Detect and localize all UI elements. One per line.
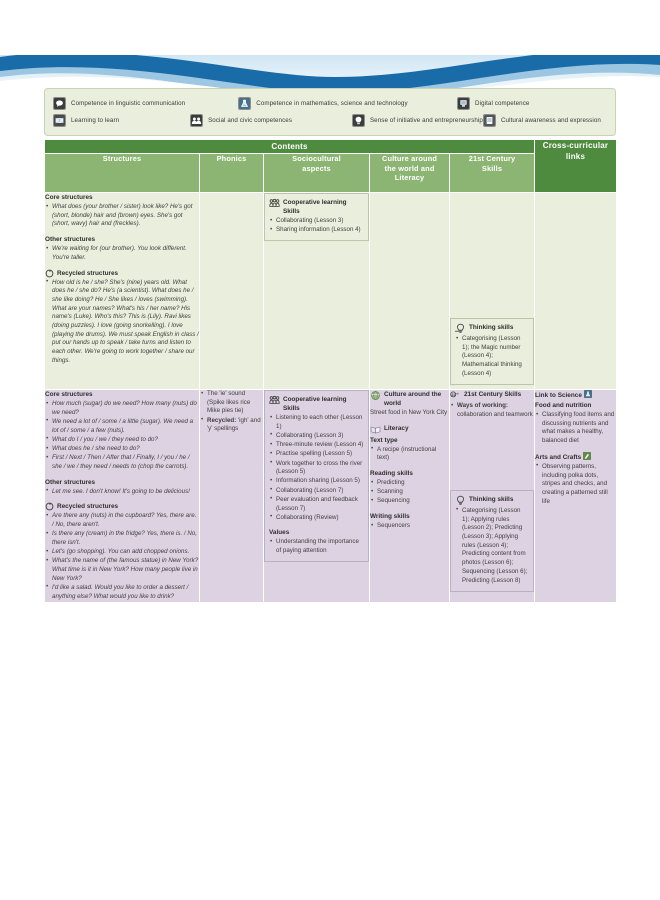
heading-text: Recycled structures <box>57 503 119 511</box>
row2-cooperative-learning-box <box>264 390 369 562</box>
heading-text: Recycled structures <box>57 269 119 277</box>
row2-food-nutrition-subheading: Food and nutrition <box>535 402 592 410</box>
header-sociocultural-line-1: Sociocultural <box>292 154 341 163</box>
row2-core-structures-heading: Core structures <box>45 391 93 399</box>
header-skills-line-2: Skills <box>481 163 503 173</box>
list-item: • Let's (go shopping). You can add chopped onions. <box>52 548 199 557</box>
list-item: • Collaborating (Lesson 3) <box>276 217 364 226</box>
svg-text:21: 21 <box>451 392 456 397</box>
ways-of-working-text: collaboration and teamwork <box>457 410 533 418</box>
row2-recycled-structures-list <box>45 512 199 601</box>
header-cross-curricular <box>535 140 617 193</box>
legend-label: Digital competence <box>475 100 530 107</box>
list-item: • Collaborating (Lesson 7) <box>276 487 364 496</box>
row2-thinking-skills-box <box>450 490 534 592</box>
row2-text-type-list <box>370 446 449 463</box>
row2-skills-cell <box>450 390 535 603</box>
legend-label: Competence in mathematics, science and technology <box>256 100 408 107</box>
header-21st-century-skills <box>450 154 535 193</box>
globe-icon <box>370 390 381 401</box>
list-item: • Collaborating (Lesson 3) <box>276 432 364 441</box>
header-sociocultural <box>264 154 370 193</box>
row2-arts-crafts-heading <box>535 452 616 462</box>
row2-writing-skills-heading: Writing skills <box>370 513 410 521</box>
header-culture-line-3: Literacy <box>394 173 425 182</box>
list-item: • How much (sugar) do we need? How many (nuts) do we need? <box>52 400 199 417</box>
row2-culture-heading <box>370 390 449 408</box>
header-culture-line-1: Culture around <box>381 154 438 163</box>
list-item: • The 'ie' sound (Spike likes rice Mike pies tie) <box>207 390 263 416</box>
palette-icon <box>483 114 496 127</box>
heading-text: Cooperative learning Skills <box>283 396 347 413</box>
list-item: • Scanning <box>377 488 449 497</box>
row2-cross-curricular-cell <box>535 390 617 603</box>
list-item: • Practise spelling (Lesson 5) <box>276 450 364 459</box>
row2-cooperative-heading <box>269 395 364 413</box>
legend-label: Sense of initiative and entrepreneurship <box>369 117 483 124</box>
legend-item-initiative <box>352 114 483 127</box>
row1-sociocultural-cell <box>264 193 370 390</box>
list-item: • Sequencers <box>377 522 449 531</box>
book-icon <box>53 114 66 127</box>
legend-item-digital <box>457 97 607 110</box>
row2-text-type-heading: Text type <box>370 436 398 444</box>
list-item: • Observing patterns, including polka dots, stripes and checks, and creating a patterned still life <box>542 463 616 507</box>
list-item: • Sequencing <box>377 497 449 506</box>
legend-label: Cultural awareness and expression <box>500 117 601 124</box>
row1-cooperative-heading <box>269 198 364 216</box>
row2-literacy-heading <box>370 424 449 435</box>
header-skills-line-1: 21st Century <box>468 154 516 163</box>
heading-text: Arts and Crafts <box>535 453 582 461</box>
competences-legend <box>44 88 616 136</box>
row2-other-structures-heading: Other structures <box>45 478 96 486</box>
row2-sociocultural-cell <box>264 390 370 603</box>
list-item: • Three-minute review (Lesson 4) <box>276 441 364 450</box>
list-item: • Listening to each other (Lesson 1) <box>276 414 364 431</box>
cooperative-icon <box>269 395 280 406</box>
list-item: • I'd like a salad. Would you like to order a dessert / anything else? What would you like to drink? <box>52 584 199 601</box>
legend-item-cultural <box>483 114 607 127</box>
heading-text: Cooperative learning Skills <box>283 199 347 215</box>
row1-core-structures-list <box>45 203 199 229</box>
legend-item-social-civic <box>190 114 352 127</box>
row1-thinking-skills-list <box>455 335 529 379</box>
list-item: • Work together to cross the river (Lesson 5) <box>276 460 364 477</box>
table-row <box>45 193 617 390</box>
row2-recycled-structures-heading <box>45 502 199 511</box>
header-cross-line-2: links <box>565 152 586 161</box>
list-item: • What does (your brother / sister) look like? He's got (short, blonde) hair and (brown) eyes. She's got (short, wavy) hair and (freckles). <box>52 203 199 229</box>
book-open-icon <box>370 424 381 435</box>
header-structures: Structures <box>45 154 200 193</box>
legend-item-maths-science <box>238 97 457 110</box>
lightbulb-icon <box>352 114 365 127</box>
row2-skills-spacer <box>450 420 534 490</box>
phonics-recycled-text: 'igh' and 'y' spellings <box>207 416 261 433</box>
legend-label: Learning to learn <box>71 117 120 124</box>
row1-thinking-skills-box <box>450 318 534 385</box>
lightbulb-icon <box>455 495 466 506</box>
list-item: • Collaborating (Review) <box>276 514 364 523</box>
list-item: • Sharing information (Lesson 4) <box>276 226 364 235</box>
heading-text: Link to Science <box>535 392 582 400</box>
science-flask-icon <box>238 97 251 110</box>
ways-of-working-lead: Ways of working: <box>457 402 508 410</box>
header-phonics: Phonics <box>200 154 264 193</box>
row1-skills-cell <box>450 193 535 390</box>
legend-item-linguistic <box>53 97 238 110</box>
row2-phonics-cell <box>200 390 264 603</box>
heading-text: Literacy <box>384 424 409 432</box>
row2-link-science-heading <box>535 390 616 400</box>
row2-thinking-skills-heading <box>455 495 529 506</box>
row1-cooperative-list <box>269 217 364 235</box>
row1-other-structures-heading: Other structures <box>45 236 96 244</box>
row2-values-heading: Values <box>269 529 290 537</box>
list-item: • Categorising (Lesson 1); the Magic number (Lesson 4); Mathematical thinking (Lesson 4) <box>462 335 529 379</box>
science-flask-icon <box>584 390 592 398</box>
list-item: • What's the name of (the famous statue) in New York? What time is it in New York? How many people live in New York? <box>52 557 199 583</box>
header-contents: Contents <box>45 140 535 154</box>
row1-phonics-cell <box>200 193 264 390</box>
row2-culture-text: Street food in New York City <box>370 409 448 417</box>
curriculum-table-container <box>44 139 616 603</box>
lightbulb-icon <box>455 323 466 334</box>
row2-arts-list <box>535 463 616 507</box>
row1-cooperative-learning-box <box>264 193 369 241</box>
recycle-icon <box>45 502 54 511</box>
row2-other-structures-list <box>45 488 199 497</box>
recycle-icon <box>45 269 54 278</box>
svg-text:st: st <box>456 392 459 396</box>
list-item: • Peer evaluation and feedback (Lesson 7) <box>276 496 364 513</box>
heading-text: Thinking skills <box>469 324 514 331</box>
header-culture-line-2: the world and <box>384 163 435 173</box>
row2-reading-skills-heading: Reading skills <box>370 470 413 478</box>
row1-recycled-structures-heading <box>45 269 199 278</box>
list-item: • Is there any (cream) in the fridge? Yes, there is. / No, there isn't. <box>52 530 199 547</box>
row1-thinking-skills-heading <box>455 323 529 334</box>
row2-21c-list <box>450 402 534 419</box>
row2-values-list <box>269 538 364 555</box>
people-icon <box>190 114 203 127</box>
list-item: • We're waiting for (our brother). You look different. You're taller. <box>52 245 199 262</box>
row2-21c-heading <box>450 390 534 401</box>
table-header-row <box>45 154 617 193</box>
speech-bubble-icon <box>53 97 66 110</box>
computer-icon <box>457 97 470 110</box>
list-item: • What does he / she need to do? <box>52 445 199 454</box>
list-item <box>457 402 534 419</box>
list-item: • Predicting <box>377 479 449 488</box>
list-item: • Are there any (nuts) in the cupboard? Yes, there are. / No, there aren't. <box>52 512 199 529</box>
row2-thinking-skills-list <box>455 507 529 585</box>
row2-structures-cell <box>45 390 200 603</box>
list-item: • We need a lot of / some / a little (sugar). We need a lot of / some / a few (nuts). <box>52 418 199 435</box>
list-item: • A recipe (instructional text) <box>377 446 449 463</box>
row1-structures-cell <box>45 193 200 390</box>
row1-skills-spacer <box>450 193 534 318</box>
list-item: • Understanding the importance of paying attention <box>276 538 364 555</box>
header-sociocultural-line-2: aspects <box>302 163 331 173</box>
heading-text: 21st Century Skills <box>464 391 522 399</box>
heading-text: Culture around the world <box>384 391 442 408</box>
row1-core-structures-heading: Core structures <box>45 194 93 201</box>
row2-core-structures-list <box>45 400 199 472</box>
row2-phonics-list <box>200 390 263 434</box>
list-item: • What do I / you / we / they need to do? <box>52 436 199 445</box>
list-item: • Classifying food items and discussing nutrients and what makes a healthy, balanced diet <box>542 411 616 446</box>
row2-science-list <box>535 411 616 446</box>
list-item: • Let me see. I don't know! It's going to be delicious! <box>52 488 199 497</box>
curriculum-table <box>44 139 617 603</box>
row1-recycled-structures-list <box>45 279 199 366</box>
legend-item-learning-to-learn <box>53 114 190 127</box>
legend-row-1 <box>53 95 607 112</box>
list-item: • Information sharing (Lesson 5) <box>276 477 364 486</box>
list-item: • How old is he / she? She's (nine) years old. What does he / she do? He's (a scientist). What does he / she like doing? He / She likes / loves (swimming). What are your names? What's his / her name? His name's (Luke). Who's this? This is (Lily). Ravi likes (doing puzzles). I love (going snorkelling). I love (playing the drums). We must speak English in class / put our hands up to speak / take turns and listen to each other. We're going to work together / share our things. <box>52 279 199 366</box>
row2-writing-skills-list <box>370 522 449 531</box>
list-item: • First / Next / Then / After that / Finally, I / you / he / she / we / they need / needs to (chop the carrots). <box>52 454 199 471</box>
legend-label: Competence in linguistic communication <box>71 100 186 107</box>
header-culture-literacy <box>370 154 450 193</box>
list-item <box>207 417 263 434</box>
row1-cross-curricular-cell <box>535 193 617 390</box>
legend-label: Social and civic competences <box>208 117 293 124</box>
21c-icon <box>450 390 461 401</box>
palette-icon <box>583 452 591 460</box>
table-row <box>45 390 617 603</box>
phonics-recycled-lead: Recycled: <box>207 416 237 424</box>
row1-other-structures-list <box>45 245 199 262</box>
row1-culture-cell <box>370 193 450 390</box>
cooperative-icon <box>269 198 280 209</box>
list-item: • Categorising (Lesson 1); Applying rules (Lesson 2); Predicting (Lesson 3); Applying rules (Lesson 4); Predicting content from photos (Lesson 6); Sequencing (Lesson 6); Predicting (Lesson 8) <box>462 507 529 585</box>
table-header-group-row <box>45 140 617 154</box>
heading-text: Thinking skills <box>469 495 514 503</box>
header-cross-line-1: Cross-curricular <box>542 141 609 150</box>
legend-row-2 <box>53 112 607 129</box>
row2-cooperative-list <box>269 414 364 522</box>
row2-reading-skills-list <box>370 479 449 506</box>
row2-culture-cell <box>370 390 450 603</box>
